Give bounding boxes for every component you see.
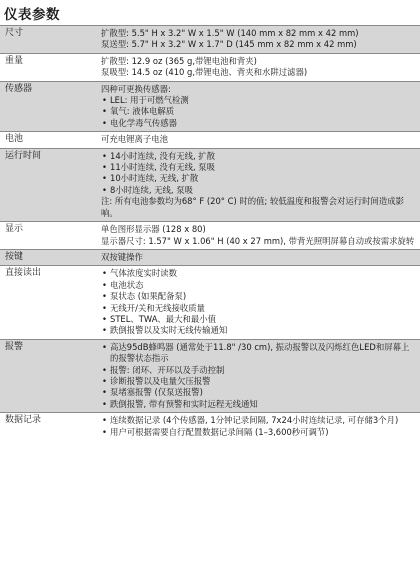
list-item: • 气体浓度实时读数: [101, 268, 416, 279]
row-label: 运行时间: [0, 148, 101, 221]
list-item: • 电化学毒气传感器: [101, 118, 416, 129]
row-datalog: [0, 413, 420, 440]
list-item: • 泵堵塞报警 (仅泵送报警): [101, 387, 416, 398]
row-label: 传感器: [0, 81, 101, 132]
row-weight: [0, 53, 420, 81]
list-item: • 高达95dB蜂鸣器 (通常处于11.8" /30 cm), 振动报警以及闪烁红色LED和屏幕上的报警状态指示: [101, 342, 416, 365]
list-item: • 报警: 闭环、开环以及手动控制: [101, 365, 416, 376]
row-label: 直接读出: [0, 266, 101, 339]
size-diffusion: 扩散型: 5.5" H x 3.2" W x 1.5" W (140 mm x 82 mm x 42 mm): [101, 28, 359, 38]
list-item: • 用户可根据需要自行配置数据记录间隔 (1–3,600秒可调节): [101, 427, 416, 438]
row-label: 显示: [0, 222, 101, 250]
row-value: 可充电锂离子电池: [101, 132, 420, 148]
list-item: • 氧气: 液体电解质: [101, 106, 416, 117]
display-type: 单色图形显示器 (128 x 80): [101, 224, 206, 235]
row-alarms: [0, 339, 420, 412]
row-value: [101, 266, 420, 339]
runtime-note: 注: 所有电池参数均为68° F (20° C) 时的值; 较低温度和报警会对运行时间造成影响。: [101, 196, 405, 218]
list-item: • 连续数据记录 (4个传感器, 1分钟记录间隔, 7x24小时连续记录, 可存储3个月): [101, 415, 416, 426]
row-value: [101, 53, 420, 81]
row-runtime: [0, 148, 420, 221]
sensors-intro: 四种可更换传感器:: [101, 83, 171, 94]
row-label: 电池: [0, 132, 101, 148]
spec-table: [0, 25, 420, 440]
row-label: 尺寸: [0, 26, 101, 54]
list-item: • 跌倒报警以及实时无线传输通知: [101, 325, 416, 336]
list-item: • 电池状态: [101, 280, 416, 291]
weight-diffusion: 扩散型: 12.9 oz (365 g,带锂电池和背夹): [101, 55, 257, 66]
row-value: 双按键操作: [101, 249, 420, 265]
page-title: 仪表参数: [4, 7, 60, 23]
list-item: • LEL: 用于可燃气检测: [101, 95, 416, 106]
list-item: • 跌倒报警, 带有预警和实时远程无线通知: [101, 399, 416, 410]
row-value: [101, 81, 420, 132]
row-label: 数据记录: [0, 413, 101, 440]
row-size: [0, 26, 420, 54]
list-item: • STEL、TWA、最大和最小值: [101, 314, 416, 325]
row-label: 重量: [0, 53, 101, 81]
list-item: • 14小时连续, 没有无线, 扩散: [101, 151, 416, 162]
row-value: [101, 413, 420, 440]
list-item: • 10小时连续, 无线, 扩散: [101, 173, 416, 184]
row-battery: [0, 132, 420, 148]
list-item: • 泵状态 (如果配备泵): [101, 291, 416, 302]
row-value: [101, 148, 420, 221]
list-item: • 8小时连续, 无线, 泵吸: [101, 185, 416, 196]
list-item: • 无线开/关和无线接收质量: [101, 303, 416, 314]
row-value: [101, 339, 420, 412]
list-item: • 诊断报警以及电量欠压报警: [101, 376, 416, 387]
display-size: 显示器尺寸: 1.57" W x 1.06" H (40 x 27 mm), 带背光照明屏幕自动或按需求旋转: [101, 235, 415, 246]
row-label: 报警: [0, 339, 101, 412]
row-value: [101, 26, 420, 54]
weight-pump: 泵吸型: 14.5 oz (410 g,带锂电池、背夹和水阱过滤器): [101, 67, 308, 78]
row-keys: [0, 249, 420, 265]
row-label: 按键: [0, 249, 101, 265]
row-display: [0, 222, 420, 250]
row-value: [101, 222, 420, 250]
row-readout: [0, 266, 420, 339]
size-pump: 泵送型: 5.7" H x 3.2" W x 1.7" D (145 mm x 82 mm x 42 mm): [101, 39, 357, 50]
row-sensors: [0, 81, 420, 132]
list-item: • 11小时连续, 没有无线, 泵吸: [101, 162, 416, 173]
